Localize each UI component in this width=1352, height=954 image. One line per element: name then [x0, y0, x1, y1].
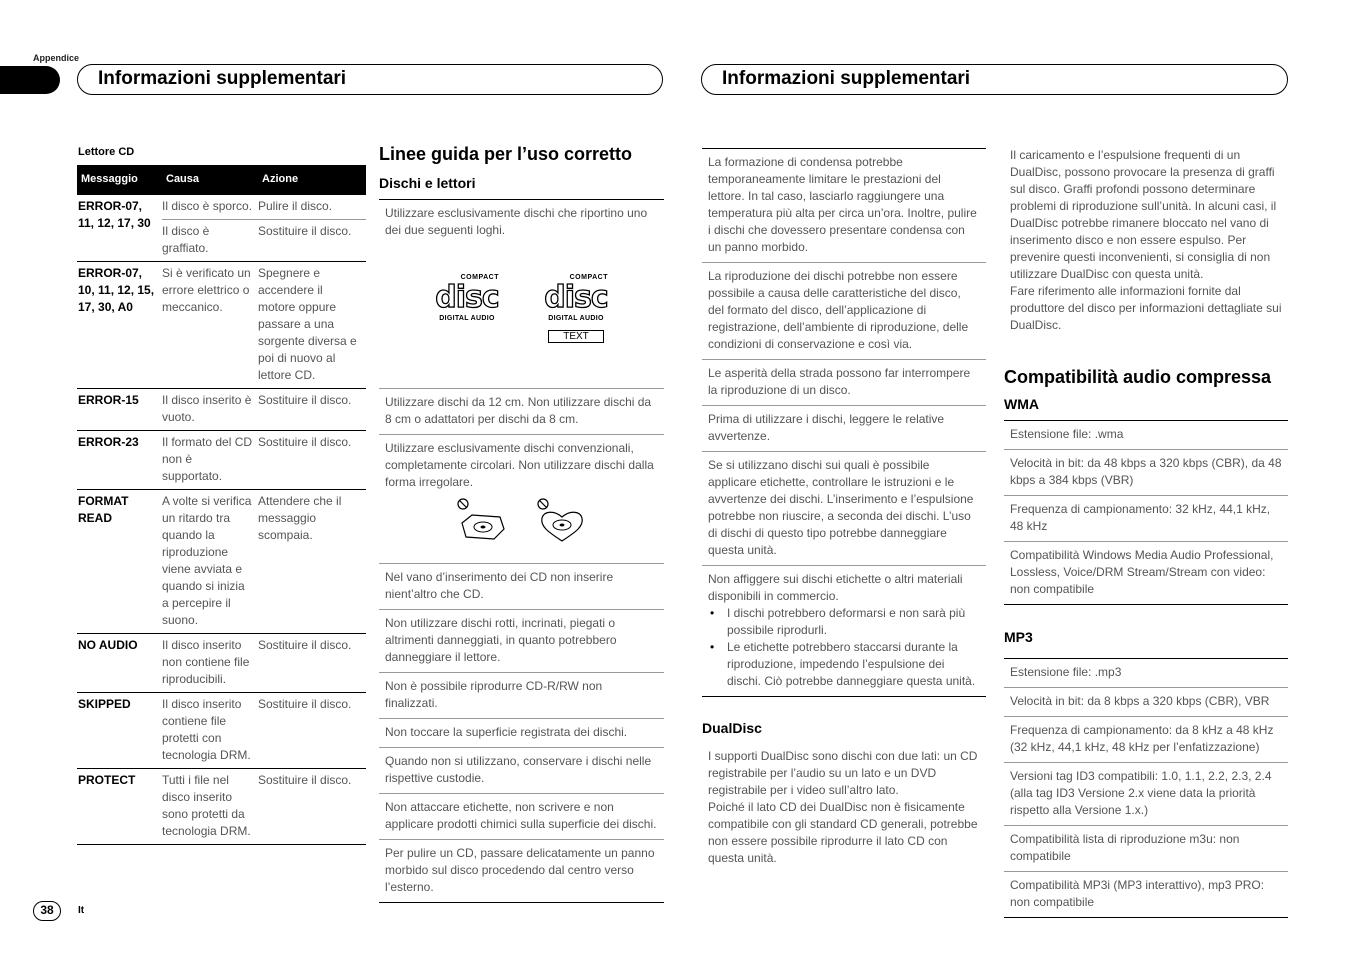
- list-item: Utilizzare dischi da 12 cm. Non utilizzare dischi da 8 cm o adattatori per dischi da 8 cm.: [379, 388, 664, 434]
- list-item: Estensione file: .mp3: [1004, 658, 1288, 687]
- wma-list: [1004, 420, 1288, 605]
- list-item: Le asperità della strada possono far interrompere la riproduzione di un disco.: [702, 359, 986, 405]
- logo-disc-text: disc: [544, 280, 608, 315]
- list-item: [702, 565, 986, 697]
- action-cell: Sostituire il disco.: [258, 692, 366, 768]
- list-item: Frequenza di campionamento: 32 kHz, 44,1 kHz, 48 kHz: [1004, 495, 1288, 541]
- column-header-messaggio: Messaggio: [77, 165, 162, 194]
- cause-cell: Il disco inserito non contiene file riproducibili.: [162, 633, 258, 692]
- message-cell: SKIPPED: [77, 692, 162, 768]
- logo-compact-text: COMPACT: [569, 274, 608, 281]
- action-cell: Sostituire il disco.: [258, 633, 366, 692]
- message-cell: ERROR-23: [77, 430, 162, 489]
- compact-disc-logo: [435, 269, 499, 344]
- action-cell: Sostituire il disco.: [258, 219, 366, 261]
- list-item: Se si utilizzano dischi sui quali è possibile applicare etichette, controllare le istruzioni e le avvertenze dei dischi. L’inserimento e l’espulsione potrebbe non riuscire, a seconda dei dischi. L’uso di dischi di questo tipo potrebbe danneggiare questa unità.: [702, 451, 986, 565]
- section-label: Appendice: [33, 53, 80, 63]
- list-item: Non toccare la superficie registrata dei dischi.: [379, 718, 664, 747]
- list-item: Non utilizzare dischi rotti, incrinati, piegati o altrimenti danneggiati, in quanto potrebbero danneggiare il lettore.: [379, 609, 664, 672]
- list-item: Frequenza di campionamento: da 8 kHz a 48 kHz (32 kHz, 44,1 kHz, 48 kHz per l’enfatizzazione): [1004, 716, 1288, 762]
- bullet-item: • Le etichette potrebbero staccarsi durante la riproduzione, impedendo l’espulsione dei dischi. Ciò potrebbe danneggiare questa unità.: [708, 639, 980, 690]
- header-title-left: Informazioni supplementari: [77, 64, 663, 95]
- table-row: [77, 692, 366, 768]
- no-heart-disc-icon: [536, 497, 588, 545]
- message-cell: NO AUDIO: [77, 633, 162, 692]
- logo-text-badge: TEXT: [548, 330, 604, 343]
- list-item: Compatibilità lista di riproduzione m3u: non compatibile: [1004, 825, 1288, 871]
- cause-cell: Tutti i file nel disco inserito sono protetti da tecnologia DRM.: [162, 768, 258, 844]
- table-header-row: [77, 165, 366, 194]
- disc-logos: [385, 239, 658, 382]
- logo-compact-text: COMPACT: [460, 274, 499, 281]
- list-item: Compatibilità Windows Media Audio Professional, Lossless, Voice/DRM Stream/Stream con video: non compatibile: [1004, 541, 1288, 605]
- section-tab: [0, 66, 60, 94]
- section-title-compat: Compatibilità audio compressa: [1004, 367, 1272, 387]
- dualdisc-paragraph-1: I supporti DualDisc sono dischi con due lati: un CD registrabile per l’audio su un lato e un DVD registrabile per i video sull’altro lato.: [708, 749, 978, 797]
- list-item: Estensione file: .wma: [1004, 420, 1288, 449]
- column-disc-notes: [702, 148, 986, 867]
- cause-cell: Il formato del CD non è supportato.: [162, 430, 258, 489]
- message-cell: ERROR-07, 11, 12, 17, 30: [77, 194, 162, 261]
- list-item: Non è possibile riprodurre CD-R/RW non finalizzati.: [379, 672, 664, 718]
- table-row: [77, 489, 366, 633]
- cause-cell: Il disco è graffiato.: [162, 219, 258, 261]
- list-item: Nel vano d’inserimento dei CD non inserire nient’altro che CD.: [379, 563, 664, 609]
- action-cell: Sostituire il disco.: [258, 388, 366, 430]
- subsection-title-wma: WMA: [1004, 396, 1039, 412]
- table-row: [77, 633, 366, 692]
- column-compat: [1004, 147, 1288, 918]
- message-cell: FORMAT READ: [77, 489, 162, 633]
- table-row: [77, 430, 366, 489]
- message-cell: ERROR-15: [77, 388, 162, 430]
- dualdisc-paragraph-2: Poiché il lato CD dei DualDisc non è fisicamente compatibile con gli standard CD generali, potrebbe non essere possibile riprodurre il lato CD con questa unità.: [708, 800, 978, 865]
- list-item: La riproduzione dei dischi potrebbe non essere possibile a causa delle caratteristiche del disco, del formato del disco, dell’applicazione di registrazione, dell’ambiente di riproduzione, delle condizioni di conservazione e così via.: [702, 262, 986, 359]
- list-item: Velocità in bit: da 48 kbps a 320 kbps (CBR), da 48 kbps a 384 kbps (VBR): [1004, 449, 1288, 495]
- logo-intro-text: Utilizzare esclusivamente dischi che riportino uno dei due seguenti loghi.: [385, 206, 648, 237]
- shape-note-text: Utilizzare esclusivamente dischi convenzionali, completamente circolari. Non utilizzare dischi dalla forma irregolare.: [385, 441, 654, 489]
- cause-cell: Il disco inserito contiene file protetti con tecnologia DRM.: [162, 692, 258, 768]
- list-item: Per pulire un CD, passare delicatamente un panno morbido sul disco procedendo dal centro verso l’esterno.: [379, 839, 664, 903]
- section-title-guidelines: Linee guida per l’uso corretto: [379, 144, 633, 164]
- logo-disc-text: disc: [435, 280, 499, 315]
- dualdisc-paragraph-3: Il caricamento e l’espulsione frequenti di un DualDisc, possono provocare la presenza di graffi sul disco. Graffi profondi possono determinare problemi di riproduzione sull’unità. In alcuni casi, il DualDisc potrebbe rimanere bloccato nel vano di inserimento disco e non essere espulso. Per prevenire questi inconvenienti, si consiglia di non utilizzare DualDisc con questa unità.: [1010, 148, 1277, 281]
- subsection-title-dischi: Dischi e lettori: [379, 175, 476, 191]
- list-item: Quando non si utilizzano, conservare i dischi nelle rispettive custodie.: [379, 747, 664, 793]
- disc-notes-list: [702, 148, 986, 697]
- cause-cell: Il disco inserito è vuoto.: [162, 388, 258, 430]
- mp3-list: [1004, 658, 1288, 918]
- table-row: [77, 261, 366, 388]
- table-label: Lettore CD: [78, 146, 135, 158]
- label-bullets: [708, 605, 980, 690]
- guidelines-list: [379, 199, 664, 903]
- list-item: Versioni tag ID3 compatibili: 1.0, 1.1, 2.2, 2.3, 2.4 (alla tag ID3 Versione 2.x viene data la priorità rispetto alla Versione 1.x.): [1004, 762, 1288, 825]
- subsection-title-dualdisc: DualDisc: [702, 720, 762, 736]
- logo-digital-text: DIGITAL AUDIO: [548, 315, 604, 322]
- column-header-azione: Azione: [258, 165, 366, 194]
- list-item: Non attaccare etichette, non scrivere e non applicare prodotti chimici sulla superficie dei dischi.: [379, 793, 664, 839]
- cause-cell: A volte si verifica un ritardo tra quando la riproduzione viene avviata e quando si inizia a percepire il suono.: [162, 489, 258, 633]
- message-cell: ERROR-07, 10, 11, 12, 15, 17, 30, A0: [77, 261, 162, 388]
- action-cell: Spegnere e accendere il motore oppure passare a una sorgente diversa e poi di nuovo al lettore CD.: [258, 261, 366, 388]
- table-row: [77, 768, 366, 844]
- table-row: [77, 388, 366, 430]
- cause-cell: Si è verificato un errore elettrico o meccanico.: [162, 261, 258, 388]
- cause-cell: Il disco è sporco.: [162, 194, 258, 219]
- list-item: Prima di utilizzare i dischi, leggere le relative avvertenze.: [702, 405, 986, 451]
- no-irregular-disc-icon: [456, 497, 508, 545]
- list-item: Compatibilità MP3i (MP3 interattivo), mp3 PRO: non compatibile: [1004, 871, 1288, 918]
- table-row: [77, 194, 366, 219]
- compact-disc-text-logo: [544, 269, 608, 344]
- list-item: La formazione di condensa potrebbe temporaneamente limitare le prestazioni del lettore. In tal caso, lasciarlo raggiungere una temperatura più alta per circa un’ora. Inoltre, pulire i dischi che dovessero presentare condensa con un panno morbido.: [702, 148, 986, 262]
- column-guidelines: [379, 144, 664, 903]
- list-item: Velocità in bit: da 8 kbps a 320 kbps (CBR), VBR: [1004, 687, 1288, 716]
- page-number: 38: [33, 901, 61, 921]
- list-item: [379, 199, 664, 388]
- action-cell: Pulire il disco.: [258, 194, 366, 219]
- logo-digital-text: DIGITAL AUDIO: [439, 315, 495, 322]
- error-table: [77, 165, 366, 845]
- irregular-disc-illustrations: [385, 491, 658, 557]
- column-header-causa: Causa: [162, 165, 258, 194]
- message-cell: PROTECT: [77, 768, 162, 844]
- action-cell: Attendere che il messaggio scompaia.: [258, 489, 366, 633]
- action-cell: Sostituire il disco.: [258, 430, 366, 489]
- language-code: It: [78, 905, 85, 916]
- header-title-right: Informazioni supplementari: [701, 64, 1288, 95]
- subsection-title-mp3: MP3: [1004, 629, 1033, 645]
- action-cell: Sostituire il disco.: [258, 768, 366, 844]
- label-note-text: Non affiggere sui dischi etichette o altri materiali disponibili in commercio.: [708, 572, 963, 603]
- dualdisc-paragraph-4: Fare riferimento alle informazioni fornite dal produttore del disco per informazioni dettagliate sui DualDisc.: [1010, 284, 1282, 332]
- list-item: [379, 434, 664, 563]
- bullet-item: • I dischi potrebbero deformarsi e non sarà più possibile riprodurli.: [708, 605, 980, 639]
